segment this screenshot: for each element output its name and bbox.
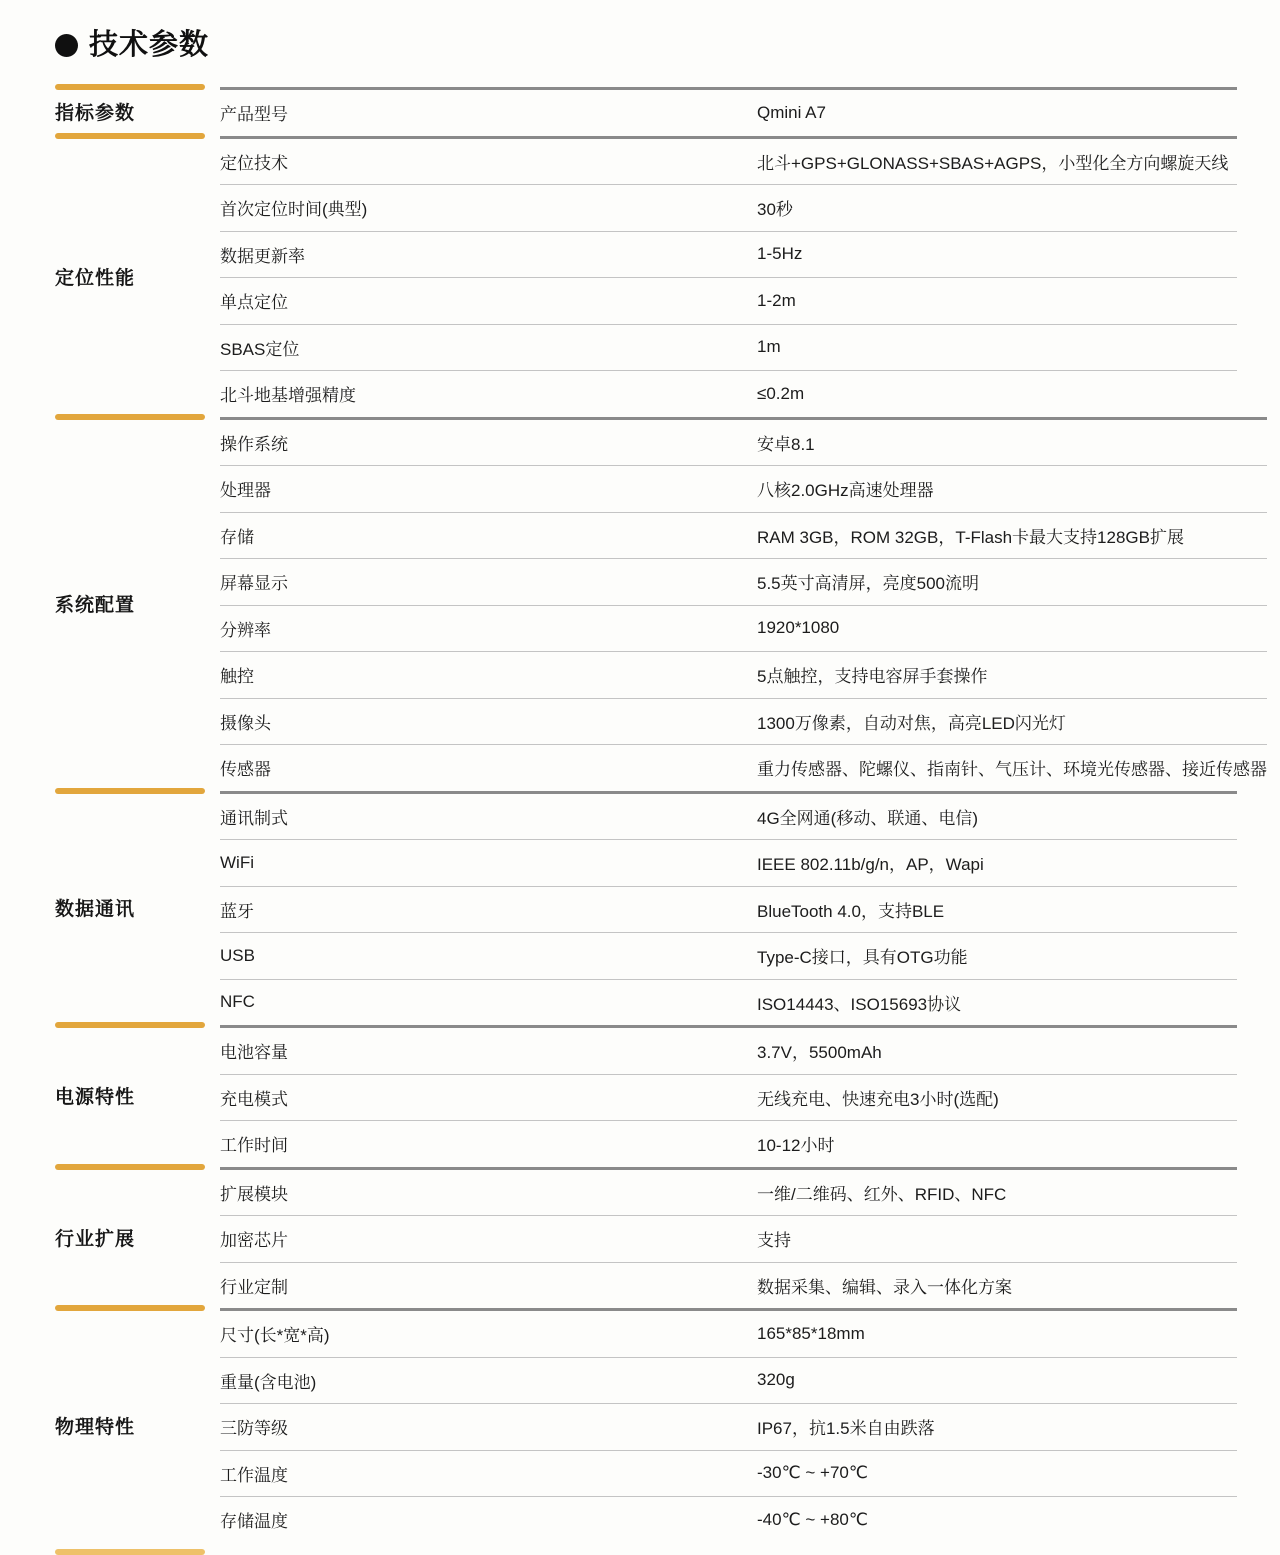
- category-label: [55, 1025, 205, 1167]
- spec-name: 重量(含电池): [220, 1372, 317, 1392]
- spec-name: 单点定位: [220, 293, 288, 313]
- spec-value: 无线充电、快速充电3小时(选配): [757, 1089, 999, 1109]
- category-accent-bar: [55, 1305, 205, 1311]
- spec-name: 扩展模块: [220, 1184, 288, 1204]
- spec-name: 存储温度: [220, 1512, 288, 1532]
- spec-name: 蓝牙: [220, 901, 254, 921]
- spec-name: 电池容量: [220, 1043, 288, 1063]
- spec-row: [220, 1120, 1237, 1167]
- category-label-text: 系统配置: [55, 595, 136, 616]
- spec-name: 产品型号: [220, 105, 288, 125]
- spec-value: 一维/二维码、红外、RFID、NFC: [757, 1184, 1007, 1204]
- spec-name: 屏幕显示: [220, 574, 288, 594]
- spec-value: 1-5Hz: [757, 244, 803, 264]
- spec-value: IEEE 802.11b/g/n，AP，Wapi: [757, 855, 984, 875]
- spec-name: 操作系统: [220, 434, 288, 454]
- category-label: [55, 136, 205, 417]
- spec-value: IP67，抗1.5米自由跌落: [757, 1419, 935, 1439]
- category-label: [55, 1308, 205, 1543]
- spec-value: ISO14443、ISO15693协议: [757, 994, 962, 1014]
- spec-row: [220, 465, 1267, 512]
- spec-name: 摄像头: [220, 713, 271, 733]
- spec-value: 北斗+GPS+GLONASS+SBAS+AGPS，小型化全方向螺旋天线: [757, 153, 1229, 173]
- category-label-text: 物理特性: [55, 1416, 136, 1438]
- category-label-text: 电源特性: [55, 1087, 136, 1109]
- spec-row: [220, 184, 1237, 231]
- category-accent-bar: [55, 414, 205, 420]
- spec-name: 数据更新率: [220, 246, 305, 266]
- spec-section: [55, 417, 1267, 791]
- category-label: [55, 1167, 205, 1309]
- spec-value: RAM 3GB，ROM 32GB，T-Flash卡最大支持128GB扩展: [757, 527, 1184, 547]
- spec-row: [220, 370, 1237, 417]
- category-label: [55, 87, 205, 136]
- spec-value: 30秒: [757, 200, 793, 220]
- spec-value: 1m: [757, 337, 781, 357]
- spec-row: [220, 324, 1237, 371]
- spec-section: [55, 136, 1237, 417]
- category-accent-bar: [55, 133, 205, 139]
- spec-name: 三防等级: [220, 1419, 288, 1439]
- page-title: 技术参数: [89, 29, 210, 61]
- spec-name: 工作时间: [220, 1136, 288, 1156]
- spec-row: [220, 605, 1267, 652]
- spec-name: 分辨率: [220, 620, 271, 640]
- spec-value: 支持: [757, 1231, 791, 1251]
- spec-value: ≤0.2m: [757, 383, 805, 403]
- spec-name: 北斗地基增强精度: [220, 386, 356, 406]
- section-rows: [220, 136, 1237, 417]
- category-label-text: 定位性能: [55, 267, 136, 289]
- spec-section: [55, 87, 1237, 136]
- spec-row: [220, 277, 1237, 324]
- spec-name: 存储: [220, 527, 254, 547]
- spec-value: 1920*1080: [757, 618, 840, 638]
- spec-value: 5.5英寸高清屏，亮度500流明: [757, 574, 979, 594]
- section-rows: [220, 1308, 1237, 1543]
- spec-row: [220, 794, 1237, 840]
- spec-value: 3.7V，5500mAh: [757, 1043, 882, 1063]
- category-label-text: 行业扩展: [55, 1228, 136, 1250]
- spec-row: [220, 420, 1267, 466]
- spec-row: [220, 932, 1237, 979]
- spec-row: [220, 698, 1267, 745]
- spec-name: 工作温度: [220, 1465, 288, 1485]
- spec-name: 通讯制式: [220, 808, 288, 828]
- section-rows: [220, 791, 1237, 1026]
- spec-value: 八核2.0GHz高速处理器: [757, 481, 934, 501]
- section-rows: [220, 1025, 1237, 1167]
- spec-name: 充电模式: [220, 1089, 288, 1109]
- spec-row: [220, 1215, 1237, 1262]
- spec-row: [220, 979, 1237, 1026]
- category-label-text: 指标参数: [55, 102, 136, 124]
- spec-name: 处理器: [220, 481, 271, 501]
- spec-name: WiFi: [220, 852, 254, 872]
- spec-name: 尺寸(长*宽*高): [220, 1326, 330, 1346]
- spec-row: [220, 1450, 1237, 1497]
- spec-name: 触控: [220, 667, 254, 687]
- spec-name: 传感器: [220, 760, 271, 780]
- spec-value: -30℃ ~ +70℃: [757, 1463, 868, 1483]
- spec-section: [55, 1308, 1237, 1543]
- spec-row: [220, 512, 1267, 559]
- category-label-text: 数据通讯: [55, 899, 136, 921]
- spec-value: 数据采集、编辑、录入一体化方案: [757, 1277, 1012, 1297]
- section-title: [55, 31, 209, 60]
- spec-name: 加密芯片: [220, 1231, 288, 1251]
- category-accent-bar: [55, 1022, 205, 1028]
- next-section-accent-bar-partial: [55, 1549, 205, 1555]
- category-accent-bar: [55, 84, 205, 90]
- spec-value: 重力传感器、陀螺仪、指南针、气压计、环境光传感器、接近传感器: [757, 760, 1267, 780]
- spec-value: Type-C接口，具有OTG功能: [757, 948, 968, 968]
- spec-row: [220, 90, 1237, 136]
- bullet-dot-icon: [55, 34, 78, 57]
- spec-name: 行业定制: [220, 1277, 288, 1297]
- spec-row: [220, 839, 1237, 886]
- spec-value: 5点触控，支持电容屏手套操作: [757, 667, 988, 687]
- spec-value: BlueTooth 4.0，支持BLE: [757, 901, 945, 921]
- spec-row: [220, 231, 1237, 278]
- section-rows: [220, 1167, 1237, 1309]
- spec-row: [220, 651, 1267, 698]
- spec-section: [55, 791, 1237, 1026]
- spec-row: [220, 1074, 1237, 1121]
- spec-value: 320g: [757, 1370, 795, 1390]
- section-rows: [220, 417, 1267, 791]
- spec-value: -40℃ ~ +80℃: [757, 1509, 868, 1529]
- spec-value: 4G全网通(移动、联通、电信): [757, 808, 978, 828]
- spec-row: [220, 1028, 1237, 1074]
- spec-table: [55, 87, 1267, 1543]
- spec-row: [220, 139, 1237, 185]
- spec-name: 定位技术: [220, 153, 288, 173]
- spec-row: [220, 558, 1267, 605]
- category-accent-bar: [55, 1164, 205, 1170]
- spec-row: [220, 744, 1267, 791]
- spec-name: NFC: [220, 992, 255, 1012]
- spec-value: 10-12小时: [757, 1136, 835, 1156]
- spec-section: [55, 1025, 1237, 1167]
- spec-value: 165*85*18mm: [757, 1323, 865, 1343]
- spec-value: 1-2m: [757, 290, 796, 310]
- category-accent-bar: [55, 788, 205, 794]
- category-label: [55, 791, 205, 1026]
- spec-row: [220, 1357, 1237, 1404]
- spec-name: USB: [220, 945, 255, 965]
- spec-section: [55, 1167, 1237, 1309]
- spec-row: [220, 1311, 1237, 1357]
- spec-name: 首次定位时间(典型): [220, 200, 368, 220]
- spec-row: [220, 886, 1237, 933]
- spec-value: 安卓8.1: [757, 434, 815, 454]
- spec-value: 1300万像素，自动对焦，高亮LED闪光灯: [757, 713, 1066, 733]
- spec-row: [220, 1496, 1237, 1543]
- spec-row: [220, 1403, 1237, 1450]
- spec-name: SBAS定位: [220, 339, 300, 359]
- spec-value: Qmini A7: [757, 102, 826, 122]
- spec-row: [220, 1170, 1237, 1216]
- spec-row: [220, 1262, 1237, 1309]
- category-label: [55, 417, 205, 791]
- section-rows: [220, 87, 1237, 136]
